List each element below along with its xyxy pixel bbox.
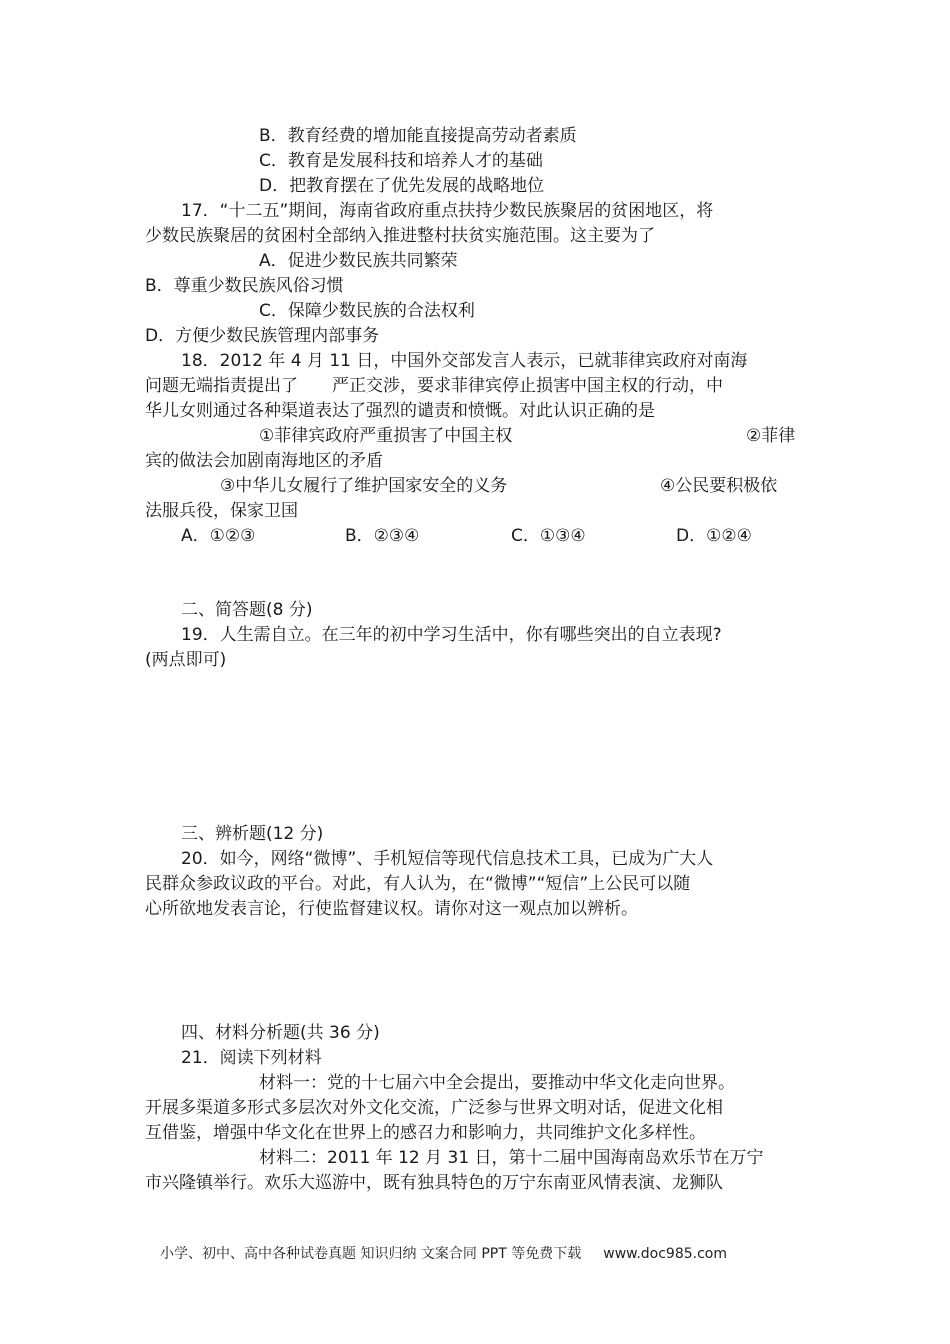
q21-stem: 21．阅读下列材料 <box>181 1048 322 1068</box>
q18-option-a: A．①②③ <box>181 526 256 546</box>
q17-option-c: C．保障少数民族的合法权利 <box>259 301 475 321</box>
q17-stem-line2: 少数民族聚居的贫困村全部纳入推进整村扶贫实施范围。这主要为了 <box>145 226 655 246</box>
q20-stem-line3: 心所欲地发表言论，行使监督建议权。请你对这一观点加以辨析。 <box>145 899 638 919</box>
q18-item-1: ①菲律宾政府严重损害了中国主权 <box>259 426 513 446</box>
q16-option-b: B．教育经费的增加能直接提高劳动者素质 <box>259 126 577 146</box>
q18-item-2-end: 宾的做法会加剧南海地区的矛盾 <box>145 451 383 471</box>
q17-stem-line1: 17．“十二五”期间，海南省政府重点扶持少数民族聚居的贫困地区，将 <box>181 201 714 221</box>
q18-option-d: D．①②④ <box>676 526 752 546</box>
section3-heading: 三、辨析题(12 分) <box>181 824 324 844</box>
q18-stem-line1: 18．2012 年 4 月 11 日，中国外交部发言人表示，已就菲律宾政府对南海 <box>181 351 748 371</box>
q17-option-d: D．方便少数民族管理内部事务 <box>145 326 380 346</box>
q16-option-d: D．把教育摆在了优先发展的战略地位 <box>259 176 545 196</box>
q17-option-a: A．促进少数民族共同繁荣 <box>259 251 458 271</box>
q18-item-4-end: 法服兵役，保家卫国 <box>145 501 298 521</box>
q17-option-b: B．尊重少数民族风俗习惯 <box>145 276 344 296</box>
q19-stem-line1: 19．人生需自立。在三年的初中学习生活中，你有哪些突出的自立表现? <box>181 625 722 645</box>
q18-item-2-start: ②菲律 <box>746 426 796 446</box>
section2-heading: 二、简答题(8 分) <box>181 600 313 620</box>
q19-answer-space <box>145 680 805 810</box>
q20-stem-line1: 20．如今，网络“微博”、手机短信等现代信息技术工具，已成为广大人 <box>181 849 714 869</box>
q18-item-4-start: ④公民要积极依 <box>660 476 778 496</box>
q18-stem-line2: 问题无端指责提出了 严正交涉，要求菲律宾停止损害中国主权的行动，中 <box>145 376 723 396</box>
material1-line3: 互借鉴，增强中华文化在世界上的感召力和影响力，共同维护文化多样性。 <box>145 1123 706 1143</box>
q16-option-c: C．教育是发展科技和培养人才的基础 <box>259 151 543 171</box>
material2-line2: 市兴隆镇举行。欢乐大巡游中，既有独具特色的万宁东南亚风情表演、龙狮队 <box>145 1173 723 1193</box>
q18-item-3: ③中华儿女履行了维护国家安全的义务 <box>220 476 508 496</box>
q18-option-b: B．②③④ <box>345 526 420 546</box>
footer-text: 小学、初中、高中各种试卷真题 知识归纳 文案合同 PPT 等免费下载 <box>160 1246 582 1262</box>
q19-stem-line2: (两点即可) <box>145 650 227 670</box>
material2-line1: 材料二：2011 年 12 月 31 日，第十二届中国海南岛欢乐节在万宁 <box>259 1148 764 1168</box>
page-footer <box>160 1243 727 1263</box>
q20-stem-line2: 民群众参政议政的平台。对此，有人认为，在“微博”“短信”上公民可以随 <box>145 874 691 894</box>
material1-line1: 材料一：党的十七届六中全会提出，要推动中华文化走向世界。 <box>259 1073 735 1093</box>
footer-url[interactable]: www.doc985.com <box>603 1246 727 1262</box>
section4-heading: 四、材料分析题(共 36 分) <box>181 1023 380 1043</box>
q18-stem-line3: 华儿女则通过各种渠道表达了强烈的谴责和愤慨。对此认识正确的是 <box>145 401 655 421</box>
material1-line2: 开展多渠道多形式多层次对外文化交流，广泛参与世界文明对话，促进文化相 <box>145 1098 723 1118</box>
q20-answer-space <box>145 930 805 1015</box>
q18-option-c: C．①③④ <box>511 526 586 546</box>
